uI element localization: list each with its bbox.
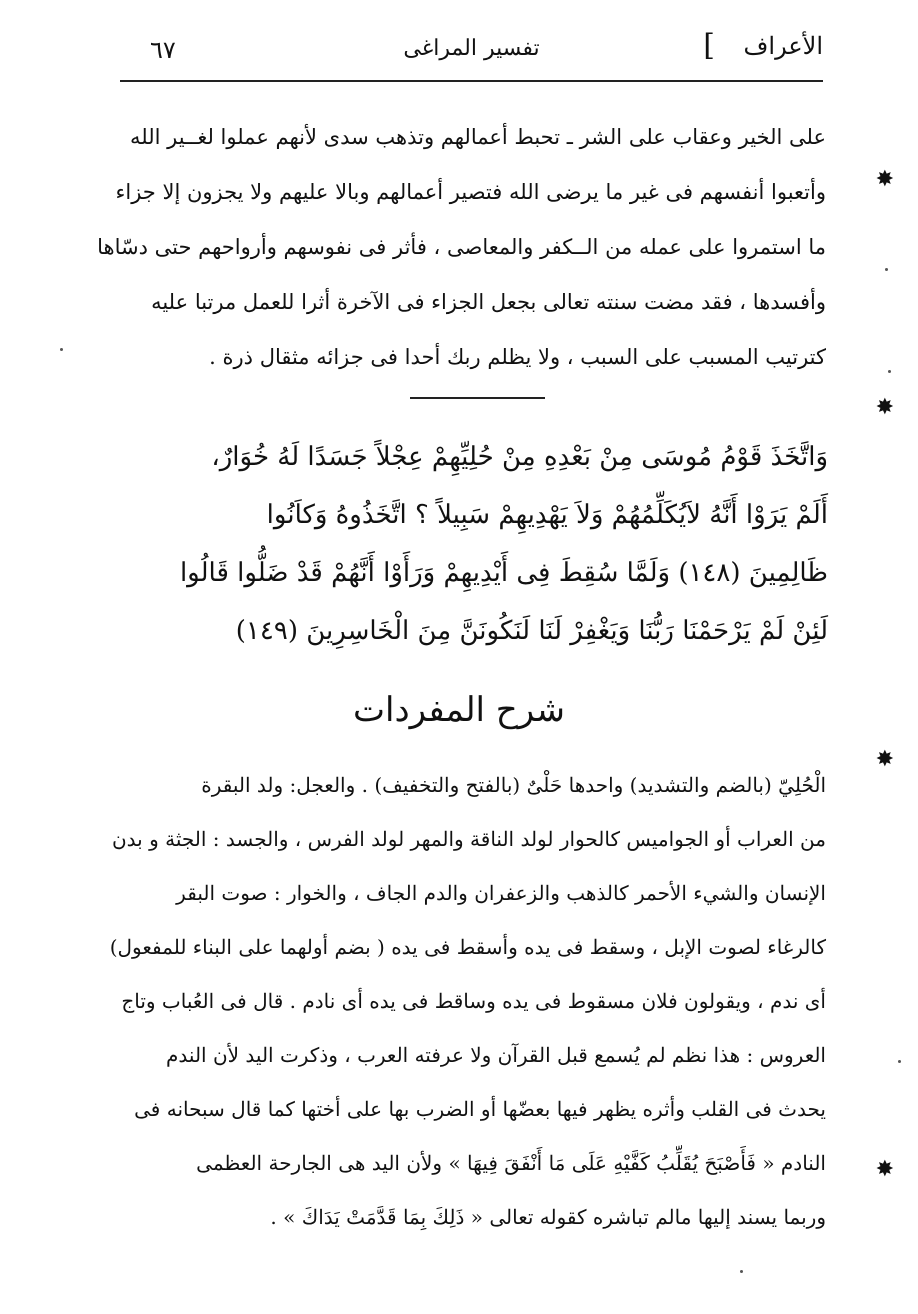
quran-verses [112, 428, 828, 660]
margin-mark-icon: ✸ [875, 395, 894, 420]
margin-mark-icon: ✸ [875, 747, 894, 772]
verse-line: وَاتَّخَذَ قَوْمُ مُوسَى مِنْ بَعْدِهِ مِنْ حُلِيِّهِمْ عِجْلاً جَسَدًا لَهُ خُوَارٌ، [211, 442, 828, 472]
commentary-paragraph [97, 110, 826, 385]
paragraph-line: وأفسدها ، فقد مضت سنته تعالى بجعل الجزاء فى الآخرة أثرا للعمل مرتبا عليه [151, 290, 826, 314]
paragraph-line: كترتيب المسبب على السبب ، ولا يظلم ربك أحدا فى جزائه مثقال ذرة . [209, 345, 826, 369]
glossary-line: العروس : هذا نظم لم يُسمع قبل القرآن ولا عرفته العرب ، وذكرت اليد لأن الندم [166, 1043, 826, 1067]
glossary-line: من العراب أو الجواميس كالحوار لولد الناقة والمهر لولد الفرس ، والجسد : الجثة و بدن [111, 827, 826, 851]
glossary-line: أى ندم ، ويقولون فلان مسقوط فى يده وساقط فى يده أى نادم . قال فى العُباب وتاج [121, 989, 826, 1013]
page-header [120, 28, 823, 78]
section-divider [410, 397, 545, 399]
verse-line: أَلَمْ يَرَوْا أَنَّهُ لاَيُكَلِّمُهُمْ وَلاَ يَهْدِيهِمْ سَبِيلاً ؟ اتَّخَذُوهُ وَكاَنُوا [266, 500, 828, 530]
glossary-line: يحدث فى القلب وأثره يظهر فيها بعضّها أو الضرب بها على أختها كما قال سبحانه فى [134, 1097, 826, 1121]
margin-dot [60, 348, 63, 351]
paragraph-line: ما استمروا على عمله من الــكفر والمعاصى ، فأثر فى نفوسهم وأرواحهم حتى دسّاها [97, 235, 826, 259]
surah-name: الأعراف [743, 32, 823, 60]
verse-line: ظَالِمِينَ (١٤٨) وَلَمَّا سُقِطَ فِى أَيْدِيهِمْ وَرَأَوْا أَنَّهُمْ قَدْ ضَلُّوا قَالُوا [179, 558, 828, 588]
paragraph-line: وأتعبوا أنفسهم فى غير ما يرضى الله فتصير أعمالهم وبالا عليهم ولا يجزون إلا جزاء [115, 180, 826, 204]
header-rule [120, 80, 823, 82]
glossary-text [109, 758, 826, 1244]
header-bracket: ] [703, 28, 715, 63]
margin-dot [740, 1270, 743, 1273]
glossary-line: الإنسان والشيء الأحمر كالذهب والزعفران والدم الجاف ، والخوار : صوت البقر [176, 881, 826, 905]
glossary-line: كالرغاء لصوت الإبل ، وسقط فى يده وأسقط فى يده ( بضم أولهما على البناء للمفعول) [109, 935, 826, 959]
margin-dot [888, 370, 891, 373]
glossary-line: وربما يسند إليها مالم تباشره كقوله تعالى « ذَلِكَ بِمَا قَدَّمَتْ يَدَاكَ » . [270, 1205, 826, 1229]
glossary-line: النادم « فَأَصْبَحَ يُقَلِّبُ كَفَّيْهِ عَلَى مَا أَنْفَقَ فِيهَا » ولأن اليد هى الجارحة العظمى [196, 1151, 826, 1175]
margin-dot [898, 1060, 901, 1063]
book-title: تفسير المراغى [403, 36, 540, 61]
page-number: ٦٧ [150, 36, 176, 64]
margin-dot [885, 268, 888, 271]
paragraph-line: على الخير وعقاب على الشر ـ تحبط أعمالهم وتذهب سدى لأنهم عملوا لغــير الله [129, 125, 826, 149]
glossary-line: الْحُلِيّ (بالضم والتشديد) واحدها حَلْىٌ (بالفتح والتخفيف) . والعجل: ولد البقرة [201, 773, 826, 797]
section-heading: شرح المفردات [352, 690, 566, 730]
verse-line: لَئِنْ لَمْ يَرْحَمْنَا رَبُّنَا وَيَغْفِرْ لَنَا لَنَكُونَنَّ مِنَ الْخَاسِرِينَ (١٤٩) [235, 616, 828, 646]
margin-mark-icon: ✸ [875, 1157, 894, 1182]
margin-mark-icon: ✸ [875, 167, 894, 192]
